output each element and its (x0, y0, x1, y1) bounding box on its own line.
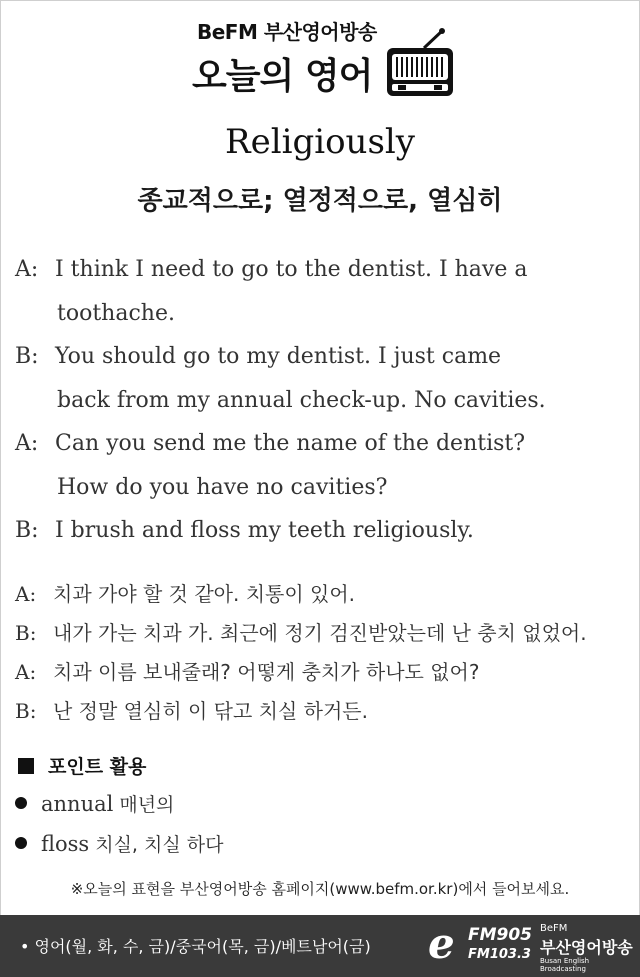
speaker-label: A: (15, 660, 37, 684)
website-note: ※오늘의 표현을 부산영어방송 홈페이지(www.befm.or.kr)에서 들어보세요. (70, 880, 570, 898)
footer-bar (0, 915, 640, 977)
expression-meaning: 종교적으로; 열정적으로, 열심히 (137, 186, 503, 216)
points-heading-text: 포인트 활용 (48, 756, 147, 778)
translation-line (15, 695, 368, 724)
dialogue-text: You should go to my dentist. I just came (55, 344, 502, 369)
logo-mark: e (428, 919, 455, 968)
speaker-label: A: (15, 582, 37, 606)
dialogue-text: I brush and floss my teeth religiously. (55, 518, 474, 543)
dialogue-line (15, 431, 625, 456)
point-term: annual (41, 792, 114, 816)
point-item (15, 830, 223, 857)
translation-line (15, 617, 587, 646)
column-title: 오늘의 영어 (192, 56, 373, 97)
point-term: floss (41, 832, 90, 856)
dialogue-line (15, 257, 625, 282)
header (0, 10, 640, 100)
logo-frequency-1: FM905 (468, 925, 533, 945)
expression-word: Religiously (224, 122, 415, 162)
translation-text: 난 정말 열심히 이 닦고 치실 하거든. (53, 699, 368, 723)
point-meaning: 매년의 (119, 794, 175, 816)
broadcast-schedule: • 영어(월, 화, 수, 금)/중국어(목, 금)/베트남어(금) (20, 937, 371, 956)
translation-line (15, 578, 355, 607)
translation-text: 치과 이름 보내줄래? 어떻게 충치가 하나도 없어? (53, 660, 480, 684)
logo-station-name: 부산영어방송 (540, 938, 633, 957)
speaker-label: A: (15, 431, 39, 456)
point-meaning: 치실, 치실 하다 (95, 834, 224, 856)
dialogue-continuation: toothache. (57, 301, 175, 326)
logo-tagline: Busan English Broadcasting (540, 957, 590, 973)
speaker-label: B: (15, 621, 37, 645)
points-heading (18, 752, 146, 779)
dialogue-text: I think I need to go to the dentist. I have a (55, 257, 528, 282)
bullet-icon (15, 837, 27, 849)
speaker-label: B: (15, 699, 37, 723)
speaker-label: A: (15, 257, 39, 282)
translation-text: 내가 가는 치과 가. 최근에 정기 검진받았는데 난 충치 없었어. (53, 621, 587, 645)
speaker-label: B: (15, 344, 39, 369)
speaker-label: B: (15, 518, 39, 543)
dialogue-continuation: back from my annual check-up. No cavities. (57, 388, 546, 413)
translation-line (15, 656, 479, 685)
radio-icon (384, 28, 456, 100)
brand-line: BeFM 부산영어방송 (197, 20, 377, 44)
befm-logo (428, 921, 633, 973)
point-item (15, 790, 174, 817)
square-bullet-icon (18, 758, 34, 774)
dialogue-text: Can you send me the name of the dentist? (55, 431, 526, 456)
bullet-icon (15, 797, 27, 809)
dialogue-line (15, 518, 625, 543)
translation-text: 치과 가야 할 것 같아. 치통이 있어. (53, 582, 356, 606)
dialogue-line (15, 344, 625, 369)
dialogue-continuation: How do you have no cavities? (57, 475, 388, 500)
logo-frequency-2: FM103.3 (468, 947, 531, 962)
logo-brand: BeFM (540, 923, 568, 934)
